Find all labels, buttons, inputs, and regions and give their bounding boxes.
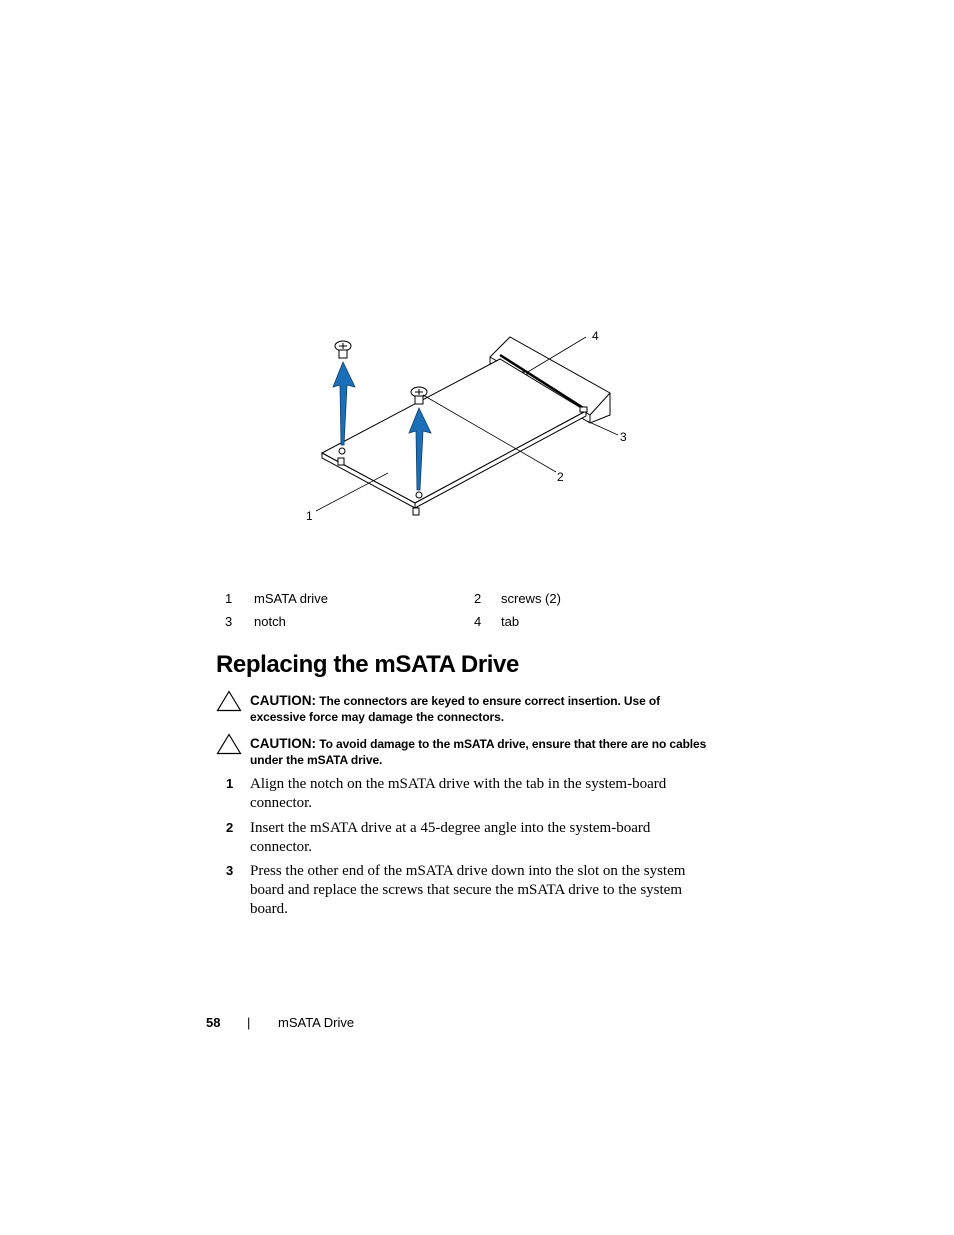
- step-text: Insert the mSATA drive at a 45-degree angle into the system-board connector.: [250, 820, 651, 855]
- msata-drive-illustration: [300, 325, 640, 530]
- legend-row: [221, 614, 721, 637]
- caution-keyword: CAUTION:: [250, 736, 316, 751]
- caution-message-cont: excessive force may damage the connectors.: [250, 710, 504, 724]
- step-number: 1: [226, 776, 234, 791]
- caution-triangle-icon: [216, 733, 242, 755]
- legend-number: 2: [474, 591, 482, 606]
- section-heading: Replacing the mSATA Drive: [216, 651, 519, 678]
- caution-message: The connectors are keyed to ensure correct insertion. Use of: [319, 694, 661, 708]
- legend-number: 3: [225, 614, 233, 629]
- callout-3: 3: [620, 430, 627, 444]
- legend-row: [221, 591, 721, 614]
- caution-text-line: [250, 692, 720, 710]
- step-text: Press the other end of the mSATA drive down into the slot on the system board and replace the screws that secure the mSATA drive to the system board.: [250, 863, 686, 917]
- callout-2: 2: [557, 470, 564, 484]
- legend-label: tab: [501, 614, 520, 629]
- legend-label: mSATA drive: [254, 591, 328, 606]
- caution-message: To avoid damage to the mSATA drive, ensure that there are no cables: [319, 737, 707, 751]
- figure-legend: [221, 591, 721, 637]
- caution-text-line: [250, 735, 720, 753]
- page-number: 58: [206, 1015, 221, 1030]
- legend-label: notch: [254, 614, 286, 629]
- legend-label: screws (2): [501, 591, 561, 606]
- caution-keyword: CAUTION:: [250, 693, 316, 708]
- step-number: 3: [226, 863, 234, 878]
- arrow-up-icon: [333, 362, 355, 445]
- legend-number: 1: [225, 591, 233, 606]
- callout-4: 4: [592, 329, 599, 343]
- footer-separator: |: [247, 1015, 251, 1030]
- caution-message-cont: under the mSATA drive.: [250, 753, 383, 767]
- caution-triangle-icon: [216, 690, 242, 712]
- legend-number: 4: [474, 614, 482, 629]
- step-number: 2: [226, 820, 234, 835]
- callout-1: 1: [306, 509, 313, 523]
- footer-section-title: mSATA Drive: [278, 1015, 355, 1030]
- msata-drive-drawing: [300, 325, 640, 530]
- step-text: Align the notch on the mSATA drive with the tab in the system-board connector.: [250, 776, 667, 811]
- screw-left: [335, 341, 351, 358]
